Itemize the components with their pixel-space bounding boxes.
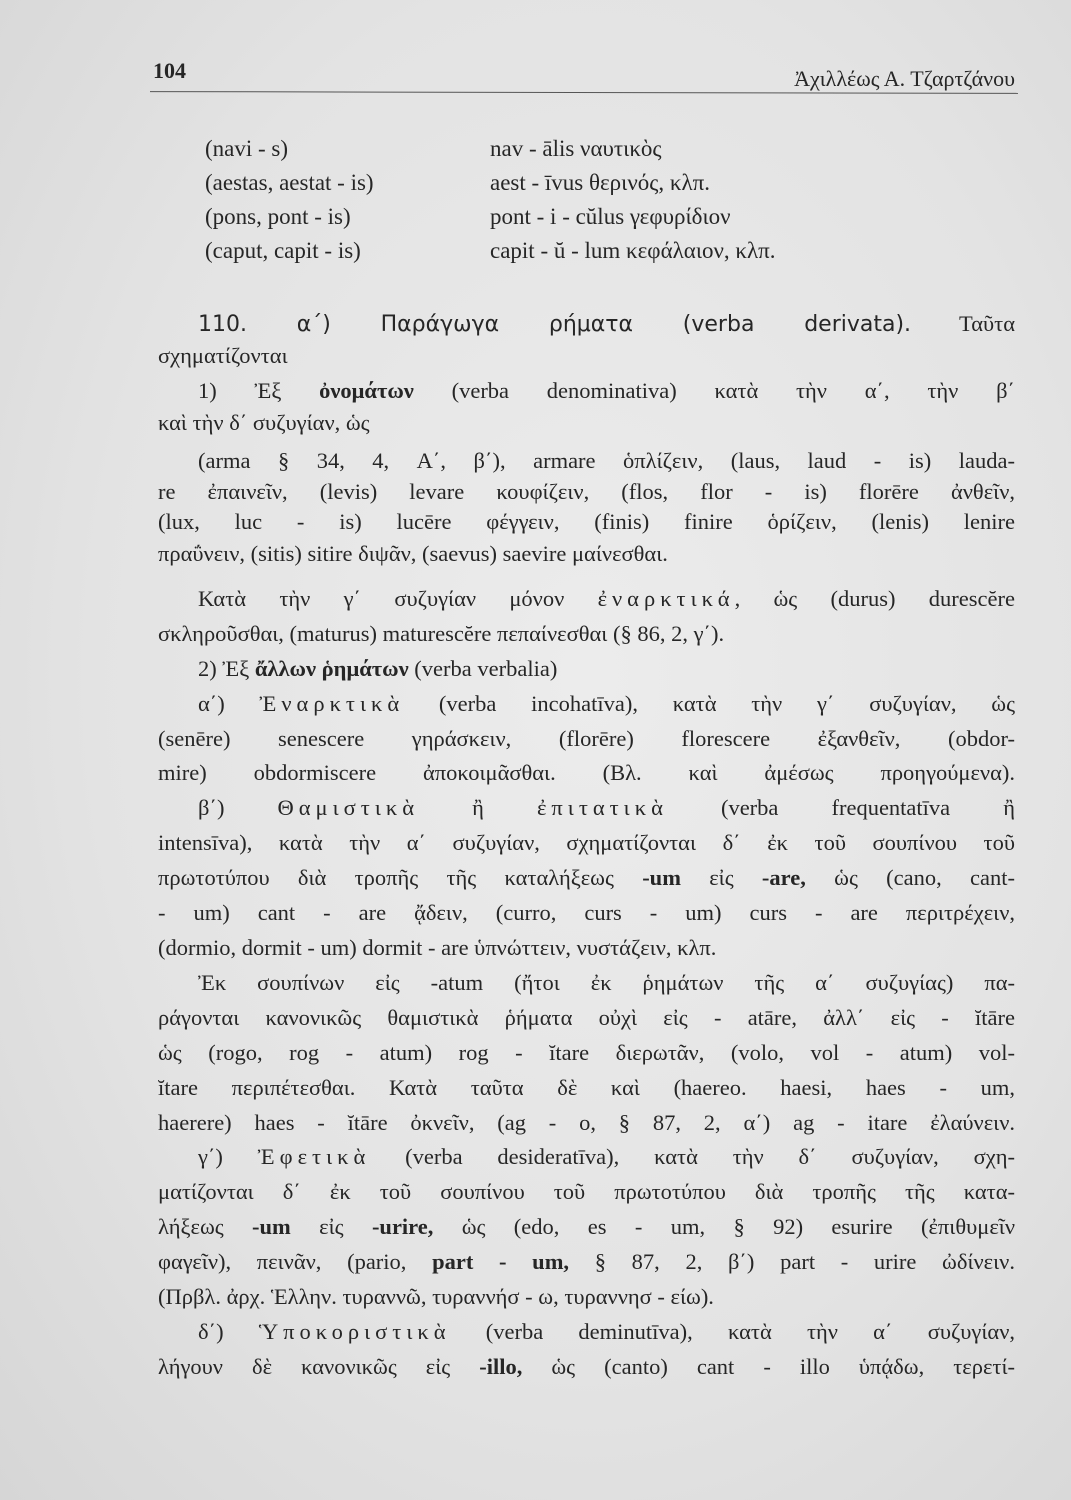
text-run: (dormio, dormit - um) dormit - are ὑπνώττειν, νυστάζειν, κλπ. [158,935,717,960]
text-line [158,1283,1015,1311]
text-line [158,409,1015,437]
text-run: πραΰνειν, (sitis) sitire διψᾶν, (saevus) saevire μαίνεσθαι. [158,541,668,566]
text-line [198,310,1015,339]
bold-term: -um [642,865,681,890]
bold-term: ὀνομάτων [319,378,414,403]
text-run: ὡς (rogo, rog - atum) rog - ĭtare διερωτᾶν, (volo, vol - atum) vol- [158,1040,1015,1065]
derived-word: aest - īvus θερινός, κλπ. [490,170,710,195]
bold-term: -are, [761,865,806,890]
text-line [158,759,1015,787]
text-run: λήγουν δὲ κανονικῶς εἰς [158,1354,480,1379]
text-line [158,899,1015,927]
text-line [158,508,1015,536]
text-run: mire) obdormiscere ἀποκοιμᾶσθαι. (Βλ. καὶ ἀμέσως προηγούμενα). [158,760,1015,785]
base-word: (pons, pont - is) [205,204,351,229]
table-row [205,136,662,162]
text-line [158,1248,1015,1276]
text-run: 2) Ἐξ [198,656,255,681]
text-run: ĭtare περιπέτεσθαι. Κατὰ ταῦτα δὲ καὶ (haereo. haesi, haes - um, [158,1075,1015,1100]
bold-term: ἄλλων ῥημάτων [254,656,409,681]
text-run: (verba denominativa) κατὰ τὴν α΄, τὴν β΄ [413,378,1016,403]
text-run: δ΄) [198,1319,259,1344]
derived-word: pont - i - cŭlus γεφυρίδιον [490,204,731,229]
spaced-term: Ὑποκοριστικὰ [258,1319,451,1344]
table-row [205,170,710,196]
text-line [158,342,1015,370]
text-run: re ἐπαινεῖν, (levis) levare κουφίζειν, (flos, flor - is) florēre ἀνθεῖν, [158,479,1015,504]
text-run: intensīva), κατὰ τὴν α΄ συζυγίαν, σχηματίζονται δ΄ ἐκ τοῦ σουπίνου τοῦ [158,830,1015,855]
text-run: ἢ [419,795,537,820]
text-run: Ταῦτα [911,311,1015,336]
spaced-term: ἐπιτατικὰ [536,795,668,820]
text-line [158,934,1015,962]
text-run: (lux, luc - is) lucēre φέγγειν, (finis) finire ὁρίζειν, (lenis) lenire [158,509,1015,534]
spaced-term: Ἐναρκτικὰ [259,691,405,716]
text-line [198,794,1015,822]
text-run: (Πρβλ. ἀρχ. Ἑλλην. τυραννῶ, τυραννήσ - ω, τυραννησ - είω). [158,1284,714,1309]
text-run: (verba incohatīva), κατὰ τὴν γ΄ συζυγίαν, ὡς [404,691,1015,716]
text-run: haerere) haes - ĭtāre ὀκνεῖν, (ag - o, § 87, 2, α΄) ag - itare ἐλαύνειν. [158,1110,1015,1135]
table-row [205,238,776,264]
base-word: (aestas, aestat - is) [205,170,374,195]
text-run: - um) cant - are ᾄδειν, (curro, curs - um) curs - are περιτρέχειν, [158,900,1015,925]
text-line [198,1318,1015,1346]
bold-term: -illo, [479,1354,523,1379]
text-run: (senēre) senescere γηράσκειν, (florēre) florescere ἐξανθεῖν, (obdor- [158,726,1015,751]
text-line [158,478,1015,506]
text-run: Ἐκ σουπίνων εἰς -atum (ἤτοι ἐκ ῥημάτων τῆς α΄ συζυγίας) πα- [198,970,1015,995]
text-run: (verba desideratīva), κατὰ τὴν δ΄ συζυγίαν, σχη- [370,1144,1015,1169]
spaced-term: Θαμιστικὰ [277,795,420,820]
spaced-term: Ἐφετικὰ [257,1144,371,1169]
text-run: ράγονται κανονικῶς θαμιστικὰ ῥήματα οὐχὶ εἰς - atāre, ἀλλ΄ εἰς - ĭtāre [158,1005,1015,1030]
text-line [198,969,1015,997]
text-line [158,1039,1015,1067]
text-run: ματίζονται δ΄ ἐκ τοῦ σουπίνου τοῦ πρωτοτύπου διὰ τροπῆς τῆς κατα- [158,1179,1015,1204]
bold-term: part - um, [432,1249,570,1274]
text-line [158,1004,1015,1032]
text-line [158,620,1015,648]
text-run: , ὡς (durus) durescĕre [734,586,1015,611]
text-line [198,585,1015,613]
running-head: Ἀχιλλέως Α. Τζαρτζάνου [794,66,1015,91]
text-run: εἰς [680,865,762,890]
derived-word: capit - ŭ - lum κεφάλαιον, κλπ. [490,238,776,263]
text-line [198,1143,1015,1171]
text-run: πρωτοτύπου διὰ τροπῆς τῆς καταλήξεως [158,865,643,890]
text-line [158,1178,1015,1206]
text-line [198,690,1015,718]
text-line [158,725,1015,753]
text-line [158,1109,1015,1137]
text-run: 1) Ἐξ [198,378,320,403]
text-run: λήξεως [158,1214,253,1239]
text-line [158,540,1015,568]
text-line [158,1213,1015,1241]
text-run: (verba verbalia) [408,656,558,681]
text-line [158,864,1015,892]
text-run: σχηματίζονται [158,343,288,368]
bold-term: -urire, [371,1214,434,1239]
text-run: σκληροῦσθαι, (maturus) maturescĕre πεπαίνεσθαι (§ 86, 2, γ΄). [158,621,725,646]
text-line [198,447,1015,475]
text-run: καὶ τὴν δ΄ συζυγίαν, ὡς [158,410,370,435]
text-run: εἰς [290,1214,372,1239]
bold-term: -um [252,1214,291,1239]
text-run: γ΄) [198,1144,258,1169]
text-run: α΄) [198,691,260,716]
text-run: ὡς (canto) cant - illo ὑπᾴδω, τερετί- [522,1354,1015,1379]
text-line [158,829,1015,857]
text-run: (verba frequentatīva ἢ [667,795,1015,820]
text-line [198,377,1015,405]
text-run: (arma § 34, 4, Α΄, β΄), armare ὁπλίζειν, (laus, laud - is) lauda- [198,448,1015,473]
text-run: (verba deminutīva), κατὰ τὴν α΄ συζυγίαν, [450,1319,1015,1344]
text-run: φαγεῖν), πεινᾶν, (pario, [158,1249,433,1274]
text-run: ὡς (cano, cant- [805,865,1015,890]
page-number: 104 [153,58,186,83]
base-word: (navi - s) [205,136,289,161]
text-line [198,655,1015,683]
spaced-term: ἐναρκτικά [597,586,735,611]
text-run: β΄) [198,795,278,820]
text-run: ὡς (edo, es - um, § 92) esurire (ἐπιθυμεῖν [433,1214,1016,1239]
text-run: § 87, 2, β΄) part - urire ὠδίνειν. [569,1249,1015,1274]
section-heading: 110. α΄) Παράγωγα ρήματα (verba derivata). [198,312,912,337]
base-word: (caput, capit - is) [205,238,361,263]
text-line [158,1074,1015,1102]
table-row [205,204,731,230]
text-run: Κατὰ τὴν γ΄ συζυγίαν μόνον [198,586,598,611]
text-line [158,1353,1015,1381]
derived-word: nav - ālis ναυτικὸς [490,136,662,161]
